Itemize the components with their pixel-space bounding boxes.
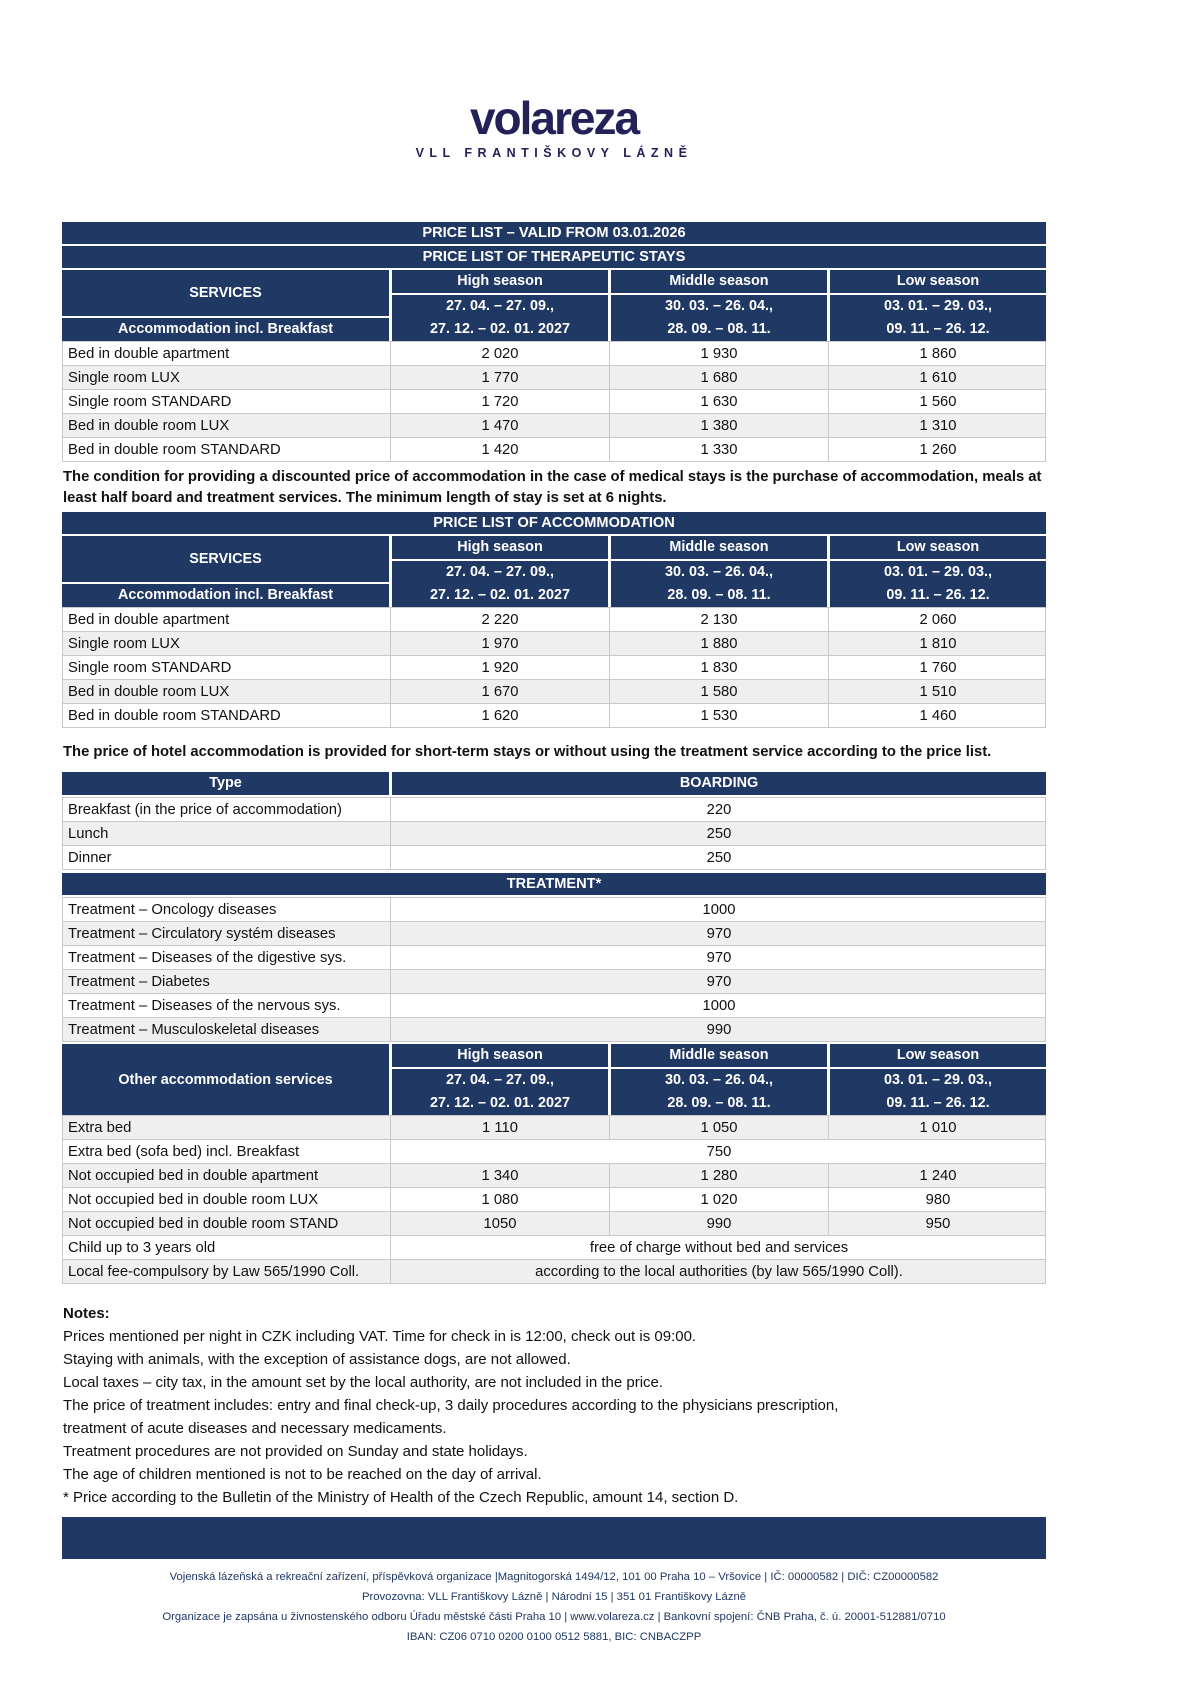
row-value: 1000 <box>390 994 1047 1017</box>
table-row <box>62 1140 1046 1164</box>
treatment-table <box>62 897 1046 1042</box>
table-row <box>62 994 1046 1018</box>
row-value: 1 830 <box>609 656 828 679</box>
row-label: Local fee-compulsory by Law 565/1990 Coll. <box>68 1263 360 1280</box>
row-value: 1 240 <box>828 1164 1047 1187</box>
middle-season-dates-1: 30. 03. – 26. 04., <box>664 298 773 314</box>
row-value: 1 860 <box>828 342 1047 365</box>
table-row <box>62 822 1046 846</box>
row-value: 1 380 <box>609 414 828 437</box>
other-services-header-cell: Other accommodation services <box>62 1044 389 1115</box>
treatment-title-bar: TREATMENT* <box>62 873 1046 895</box>
row-value: 1 080 <box>390 1188 609 1211</box>
note-line: Treatment procedures are not provided on Sunday and state holidays. <box>63 1443 528 1460</box>
row-value: 1 050 <box>609 1116 828 1139</box>
high-season-label: High season <box>392 270 608 293</box>
row-value: 1000 <box>390 898 1047 921</box>
season-column-low <box>830 536 1046 607</box>
low-season-dates-2: 09. 11. – 26. 12. <box>886 321 990 337</box>
low-season-label: Low season <box>830 536 1046 559</box>
low-season-dates <box>830 295 1046 341</box>
row-value: 1 880 <box>609 632 828 655</box>
note-line: The age of children mentioned is not to be reached on the day of arrival. <box>63 1466 542 1483</box>
row-value: 1 010 <box>828 1116 1047 1139</box>
season-column-low <box>830 1044 1046 1115</box>
middle-season-label: Middle season <box>611 1044 827 1067</box>
table-row <box>62 1260 1046 1284</box>
row-label: Lunch <box>68 825 109 842</box>
table-row <box>62 704 1046 728</box>
footer-line: IBAN: CZ06 0710 0200 0100 0512 5881, BIC: CNBACZPP <box>406 1631 702 1643</box>
row-value: 1 020 <box>609 1188 828 1211</box>
therapeutic-condition-note: The condition for providing a discounted price of accommodation in the case of medical stays is the purchase of accommodation, meals at least half board and treatment services. The minimum length of stay is set at 6 nights. <box>63 469 1042 506</box>
row-value: 2 060 <box>828 608 1047 631</box>
row-value: 970 <box>390 946 1047 969</box>
season-column-middle <box>611 536 827 607</box>
row-value: 1 670 <box>390 680 609 703</box>
row-value: 1 630 <box>609 390 828 413</box>
high-season-dates <box>392 1069 608 1115</box>
low-season-label: Low season <box>830 270 1046 293</box>
table-row <box>62 946 1046 970</box>
notes-section <box>63 1302 1046 1509</box>
note-line: Staying with animals, with the exception of assistance dogs, are not allowed. <box>63 1351 571 1368</box>
table-row <box>62 1212 1046 1236</box>
footer-bar <box>62 1517 1046 1559</box>
table-row <box>62 846 1046 870</box>
hotel-accommodation-note: The price of hotel accommodation is provided for short-term stays or without using the treatment service according to the price list. <box>63 744 992 760</box>
row-value: 980 <box>828 1188 1047 1211</box>
row-label: Single room STANDARD <box>68 659 232 676</box>
services-column <box>62 536 389 607</box>
accommodation-table <box>62 607 1046 728</box>
table-row <box>62 798 1046 822</box>
low-season-dates-1: 03. 01. – 29. 03., <box>883 298 992 314</box>
middle-season-dates <box>611 295 827 341</box>
row-value: 1 720 <box>390 390 609 413</box>
season-column-high <box>392 1044 608 1115</box>
row-value: 1 680 <box>609 366 828 389</box>
notes-title: Notes: <box>63 1305 110 1322</box>
row-label: Dinner <box>68 849 112 866</box>
row-value: 250 <box>390 822 1047 845</box>
row-value: 1 920 <box>390 656 609 679</box>
row-value: 970 <box>390 922 1047 945</box>
low-season-dates-1: 03. 01. – 29. 03., <box>883 1072 992 1088</box>
services-header-cell: SERVICES <box>62 270 389 316</box>
boarding-header-cell: BOARDING <box>392 772 1046 795</box>
high-season-dates-2: 27. 12. – 02. 01. 2027 <box>429 321 571 337</box>
middle-season-dates-2: 28. 09. – 08. 11. <box>667 587 771 603</box>
low-season-dates-2: 09. 11. – 26. 12. <box>886 1095 990 1111</box>
row-value: 1 310 <box>828 414 1047 437</box>
middle-season-dates-1: 30. 03. – 26. 04., <box>664 1072 773 1088</box>
high-season-dates-2: 27. 12. – 02. 01. 2027 <box>429 587 571 603</box>
accommodation-title-bar: PRICE LIST OF ACCOMMODATION <box>62 512 1046 534</box>
footer-line: Vojenská lázeňská a rekreační zařízení, příspěvková organizace |Magnitogorská 1494/12, 101 00 Praha 10 – Vršovice | IČ: 00000582 | DIČ: CZ00000582 <box>169 1571 939 1583</box>
row-label: Bed in double apartment <box>68 345 230 362</box>
row-value: 1 620 <box>390 704 609 727</box>
logo-wordmark: volareza <box>469 92 639 144</box>
row-value: 1 560 <box>828 390 1047 413</box>
table-row <box>62 970 1046 994</box>
row-label: Treatment – Diabetes <box>68 973 210 990</box>
main-title-bar: PRICE LIST – VALID FROM 03.01.2026 <box>62 222 1046 244</box>
middle-season-dates <box>611 1069 827 1115</box>
middle-season-label: Middle season <box>611 536 827 559</box>
high-season-dates-1: 27. 04. – 27. 09., <box>445 298 554 314</box>
accommodation-incl-breakfast-cell: Accommodation incl. Breakfast <box>62 584 389 607</box>
footer-line: Organizace je zapsána u živnostenského odboru Úřadu městské části Praha 10 | www.volareza.cz | Bankovní spojení: ČNB Praha, č. ú. 20001-512881/0710 <box>162 1611 946 1623</box>
row-value: 1 330 <box>609 438 828 461</box>
middle-season-label: Middle season <box>611 270 827 293</box>
row-label: Extra bed <box>68 1119 132 1136</box>
footer-text <box>62 1571 1046 1644</box>
row-value: 1 930 <box>609 342 828 365</box>
logo-subtitle: VLL FRANTIŠKOVY LÁZNĚ <box>415 146 693 160</box>
therapeutic-stays-table <box>62 341 1046 462</box>
services-header-cell: SERVICES <box>62 536 389 582</box>
table-row <box>62 632 1046 656</box>
row-value: 1 580 <box>609 680 828 703</box>
row-label: Not occupied bed in double room STAND <box>68 1215 339 1232</box>
row-label: Extra bed (sofa bed) incl. Breakfast <box>68 1143 300 1160</box>
row-label: Bed in double room LUX <box>68 417 230 434</box>
row-value: 750 <box>390 1140 1047 1163</box>
high-season-dates <box>392 295 608 341</box>
table-row <box>62 414 1046 438</box>
table-row <box>62 1018 1046 1042</box>
row-value: 990 <box>390 1018 1047 1041</box>
season-column-low <box>830 270 1046 341</box>
row-value: 1 610 <box>828 366 1047 389</box>
row-label: Single room STANDARD <box>68 393 232 410</box>
row-value: 2 020 <box>390 342 609 365</box>
table-row <box>62 1188 1046 1212</box>
season-column-high <box>392 270 608 341</box>
high-season-dates <box>392 561 608 607</box>
high-season-dates-1: 27. 04. – 27. 09., <box>445 564 554 580</box>
low-season-dates-1: 03. 01. – 29. 03., <box>883 564 992 580</box>
table-row <box>62 922 1046 946</box>
table-row <box>62 366 1046 390</box>
table-row <box>62 608 1046 632</box>
row-label: Bed in double room LUX <box>68 683 230 700</box>
middle-season-dates-2: 28. 09. – 08. 11. <box>667 1095 771 1111</box>
services-column <box>62 270 389 341</box>
row-value: 250 <box>390 846 1047 869</box>
row-value: 1 970 <box>390 632 609 655</box>
low-season-label: Low season <box>830 1044 1046 1067</box>
note-line: * Price according to the Bulletin of the Ministry of Health of the Czech Republic, amount 14, section D. <box>63 1489 739 1506</box>
therapeutic-title-bar: PRICE LIST OF THERAPEUTIC STAYS <box>62 246 1046 268</box>
row-label: Treatment – Diseases of the nervous sys. <box>68 997 341 1014</box>
season-column-middle <box>611 270 827 341</box>
footer-line: Provozovna: VLL Františkovy Lázně | Národní 15 | 351 01 Františkovy Lázně <box>361 1591 747 1603</box>
row-value: 2 130 <box>609 608 828 631</box>
table-row <box>62 438 1046 462</box>
row-value: 1 510 <box>828 680 1047 703</box>
table-row <box>62 390 1046 414</box>
type-header-cell: Type <box>62 772 389 795</box>
accommodation-season-header <box>62 536 1046 607</box>
boarding-header <box>62 772 1046 795</box>
row-label: Single room LUX <box>68 635 180 652</box>
row-label: Treatment – Musculoskeletal diseases <box>68 1021 320 1038</box>
table-row <box>62 1236 1046 1260</box>
note-line: Prices mentioned per night in CZK including VAT. Time for check in is 12:00, check out is 09:00. <box>63 1328 697 1345</box>
row-label: Treatment – Circulatory systém diseases <box>68 925 336 942</box>
row-value: 950 <box>828 1212 1047 1235</box>
row-label: Treatment – Diseases of the digestive sys. <box>68 949 347 966</box>
boarding-table <box>62 797 1046 870</box>
low-season-dates-2: 09. 11. – 26. 12. <box>886 587 990 603</box>
row-value: 1 340 <box>390 1164 609 1187</box>
table-row <box>62 1116 1046 1140</box>
other-services-season-header <box>62 1044 1046 1115</box>
season-column-high <box>392 536 608 607</box>
accommodation-incl-breakfast-cell: Accommodation incl. Breakfast <box>62 318 389 341</box>
middle-season-dates-2: 28. 09. – 08. 11. <box>667 321 771 337</box>
middle-season-dates-1: 30. 03. – 26. 04., <box>664 564 773 580</box>
row-value: 1 760 <box>828 656 1047 679</box>
row-value: 1 280 <box>609 1164 828 1187</box>
row-value: 1 420 <box>390 438 609 461</box>
low-season-dates <box>830 561 1046 607</box>
other-services-table <box>62 1115 1046 1284</box>
row-label: Bed in double apartment <box>68 611 230 628</box>
note-line: The price of treatment includes: entry and final check-up, 3 daily procedures according to the physicians prescription, <box>63 1397 839 1414</box>
page-content <box>62 92 1046 1644</box>
note-line: Local taxes – city tax, in the amount set by the local authority, are not included in the price. <box>63 1374 664 1391</box>
row-value: 1 470 <box>390 414 609 437</box>
row-value: 1 110 <box>390 1116 609 1139</box>
row-value: 1 260 <box>828 438 1047 461</box>
note-line: treatment of acute diseases and necessary medicaments. <box>63 1420 447 1437</box>
high-season-label: High season <box>392 1044 608 1067</box>
row-label: Bed in double room STANDARD <box>68 441 281 458</box>
row-value: 220 <box>390 798 1047 821</box>
row-value: 1 460 <box>828 704 1047 727</box>
table-row <box>62 680 1046 704</box>
table-row <box>62 656 1046 680</box>
row-value: 1 770 <box>390 366 609 389</box>
row-label: Not occupied bed in double room LUX <box>68 1191 319 1208</box>
row-label: Child up to 3 years old <box>68 1239 216 1256</box>
table-row <box>62 1164 1046 1188</box>
row-value: 1050 <box>390 1212 609 1235</box>
volareza-logo <box>62 92 1046 160</box>
row-label: Single room LUX <box>68 369 180 386</box>
row-value: 970 <box>390 970 1047 993</box>
row-label: Breakfast (in the price of accommodation) <box>68 801 342 818</box>
row-value: free of charge without bed and services <box>390 1236 1047 1259</box>
high-season-dates-1: 27. 04. – 27. 09., <box>445 1072 554 1088</box>
high-season-label: High season <box>392 536 608 559</box>
row-value: according to the local authorities (by law 565/1990 Coll). <box>390 1260 1047 1283</box>
other-services-column <box>62 1044 389 1115</box>
row-value: 1 810 <box>828 632 1047 655</box>
middle-season-dates <box>611 561 827 607</box>
row-value: 990 <box>609 1212 828 1235</box>
row-value: 2 220 <box>390 608 609 631</box>
table-row <box>62 898 1046 922</box>
high-season-dates-2: 27. 12. – 02. 01. 2027 <box>429 1095 571 1111</box>
row-value: 1 530 <box>609 704 828 727</box>
row-label: Treatment – Oncology diseases <box>68 901 277 918</box>
season-column-middle <box>611 1044 827 1115</box>
therapeutic-season-header <box>62 270 1046 341</box>
row-label: Bed in double room STANDARD <box>68 707 281 724</box>
low-season-dates <box>830 1069 1046 1115</box>
table-row <box>62 342 1046 366</box>
row-label: Not occupied bed in double apartment <box>68 1167 319 1184</box>
